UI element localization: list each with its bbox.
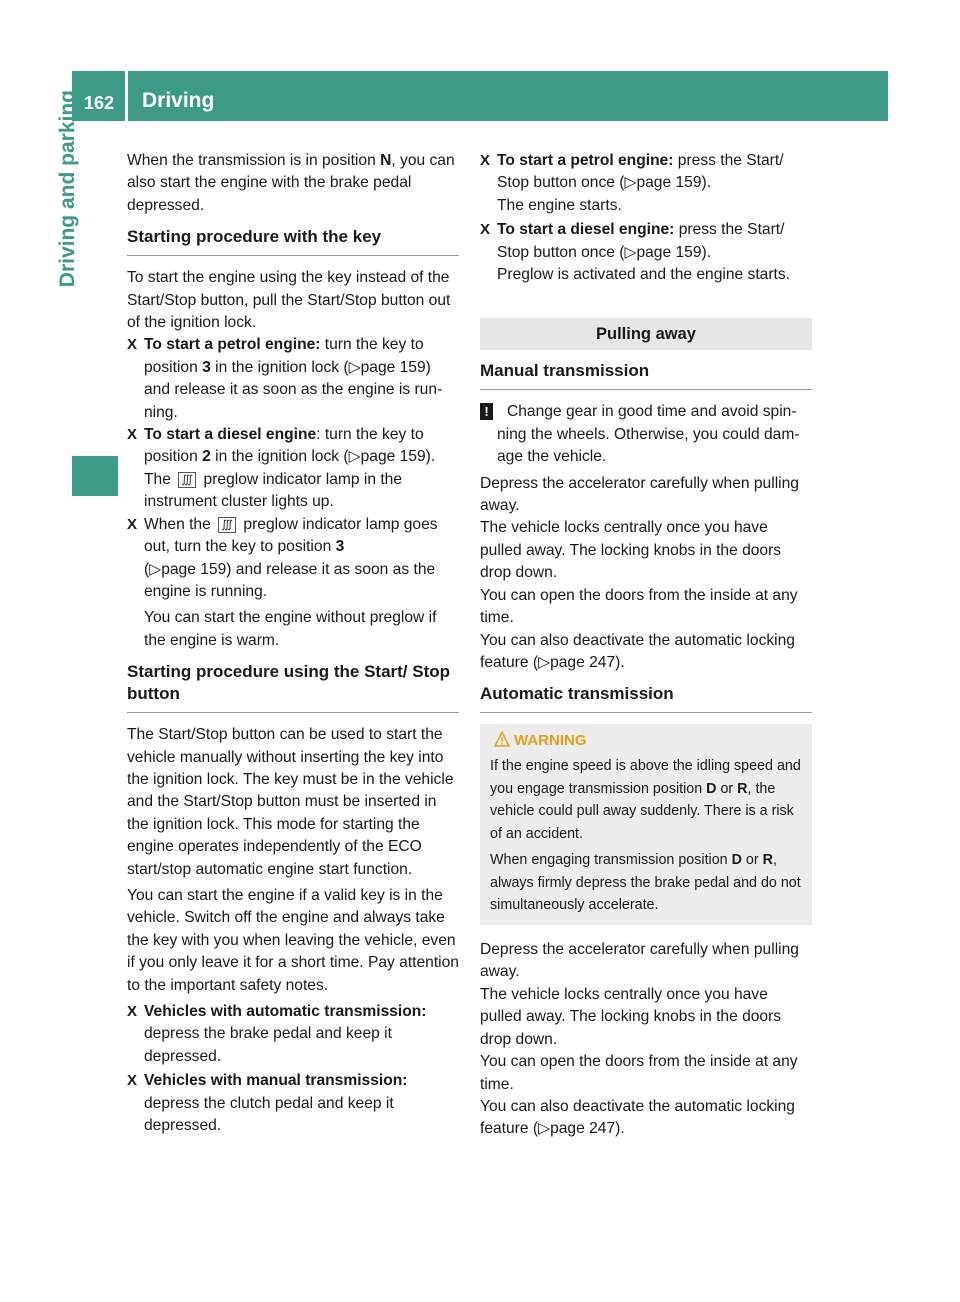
caution-icon: ! <box>480 403 493 420</box>
step-automatic: X Vehicles with automatic transmission: depress the brake pedal and keep it depressed. <box>127 1003 427 1065</box>
startstop-paragraph: The Start/Stop button can be used to start the vehicle manually without inserting the key into the ignition lock. The key must be in the vehicle and the Start/Stop button must be inserted in the ignition lock. This mode for starting the engine operates independently of the ECO start/stop automatic engine start function. <box>127 726 454 878</box>
section-title: Driving <box>142 89 215 112</box>
divider <box>127 255 459 256</box>
header-separator <box>125 71 128 121</box>
section-band-pulling-away: Pulling away <box>480 318 812 350</box>
warning-box <box>480 724 812 925</box>
step-preglow-off: X When the ∭ preglow indicator lamp goes out, turn the key to position 3 (▷page 159) and release it as soon as the engine is running. You can start the engine without preglow if the engine is warm. <box>127 514 459 652</box>
page-ref-link[interactable]: page 159 <box>636 243 702 261</box>
heading-manual: Manual transmission <box>480 361 650 381</box>
step-diesel-key: X To start a diesel engine: turn the key to position 2 in the ignition lock (▷page 159). The ∭ preglow indicator lamp in the instrument cluster lights up. <box>127 426 436 511</box>
heading-automatic: Automatic transmission <box>480 684 674 704</box>
paragraph: You can open the doors from the inside at any time. <box>480 586 798 627</box>
key-paragraph: To start the engine using the key instead of the Start/Stop button, pull the Start/Stop button out of the ignition lock. <box>127 269 451 332</box>
paragraph: The vehicle locks centrally once you have pulled away. The locking knobs in the doors drop down. <box>480 985 782 1048</box>
paragraph: You can open the doors from the inside at any time. <box>480 1053 798 1093</box>
side-tab-label: Driving and parking <box>56 90 79 288</box>
step-manual: X Vehicles with manual transmission: depress the clutch pedal and keep it depressed. <box>127 1072 408 1135</box>
step-petrol-button: X To start a petrol engine: press the Start/ Stop button once (▷page 159). The engine starts. <box>480 152 784 214</box>
step-arrow-icon: X <box>127 336 138 354</box>
step-arrow-icon: X <box>127 1072 138 1090</box>
warning-title: WARNING <box>490 730 802 753</box>
page-ref-link[interactable]: page 159 <box>161 560 227 578</box>
paragraph: The vehicle locks centrally once you have pulled away. The locking knobs in the doors drop down. <box>480 519 782 582</box>
preglow-indicator-icon: ∭ <box>178 472 196 488</box>
divider <box>480 712 812 713</box>
page-ref-icon: ▷ <box>348 448 361 466</box>
preglow-indicator-icon: ∭ <box>218 517 236 533</box>
page-ref-link[interactable]: page 247 <box>550 1120 616 1138</box>
step-arrow-icon: X <box>127 426 138 444</box>
valid-key-paragraph: You can start the engine if a valid key is in the vehicle. Switch off the engine and always take the key with you when leaving the vehicle, even if you only leave it for a short time. Pay attention to the important safety notes. <box>127 886 459 994</box>
step-petrol-key: X To start a petrol engine: turn the key to position 3 in the ignition lock (▷page 159) and release it as soon as the engine is running. <box>127 336 443 421</box>
divider <box>480 389 812 390</box>
page-number: 162 <box>84 93 115 113</box>
right-column <box>480 150 812 1141</box>
page-ref-icon: ▷ <box>538 1120 551 1138</box>
page-ref-link[interactable]: page 159 <box>360 358 426 376</box>
page-ref-link[interactable]: page 159 <box>360 448 426 466</box>
divider <box>127 712 459 713</box>
step-arrow-icon: X <box>480 221 491 239</box>
page-ref-icon: ▷ <box>624 243 637 261</box>
intro-paragraph: When the transmission is in position N, you can also start the engine with the brake pedal depressed. <box>127 152 455 214</box>
page-ref-icon: ▷ <box>348 358 361 376</box>
paragraph: Depress the accelerator carefully when pulling away. <box>480 474 799 515</box>
paragraph: You can also deactivate the automatic locking feature (▷page 247). <box>480 631 795 671</box>
left-column <box>127 150 459 1137</box>
step-arrow-icon: X <box>480 152 491 169</box>
page-ref-icon: ▷ <box>538 653 551 671</box>
caution-note: ! Change gear in good time and avoid spinning the wheels. Otherwise, you could damage the vehicle. <box>480 401 812 468</box>
preglow-note: You can start the engine without preglow if the engine is warm. <box>144 609 437 649</box>
warning-text: When engaging transmission position D or R, always firmly depress the brake pedal and do not simultaneously accelerate. <box>490 852 801 914</box>
paragraph: You can also deactivate the automatic locking feature (▷page 247). <box>480 1097 795 1138</box>
step-arrow-icon: X <box>127 515 138 533</box>
warning-triangle-icon <box>494 731 510 747</box>
page-ref-link[interactable]: page 247 <box>550 653 616 671</box>
paragraph: Depress the accelerator carefully when pulling away. <box>480 941 799 981</box>
heading-key-start: Starting procedure with the key <box>127 227 382 247</box>
page-ref-icon: ▷ <box>149 560 162 578</box>
page-ref-icon: ▷ <box>624 174 637 192</box>
step-diesel-button: X To start a diesel engine: press the Start/ Stop button once (▷page 159). Preglow is activated and the engine starts. <box>480 221 790 284</box>
page-ref-link[interactable]: page 159 <box>636 174 702 192</box>
step-arrow-icon: X <box>127 1003 138 1020</box>
heading-startstop: Starting procedure using the Start/ Stop button <box>127 662 451 704</box>
warning-text: If the engine speed is above the idling speed and you engage transmission position D or R, the vehicle could pull away suddenly. There is a risk of an accident. <box>490 757 801 842</box>
side-tab-marker <box>72 456 118 496</box>
